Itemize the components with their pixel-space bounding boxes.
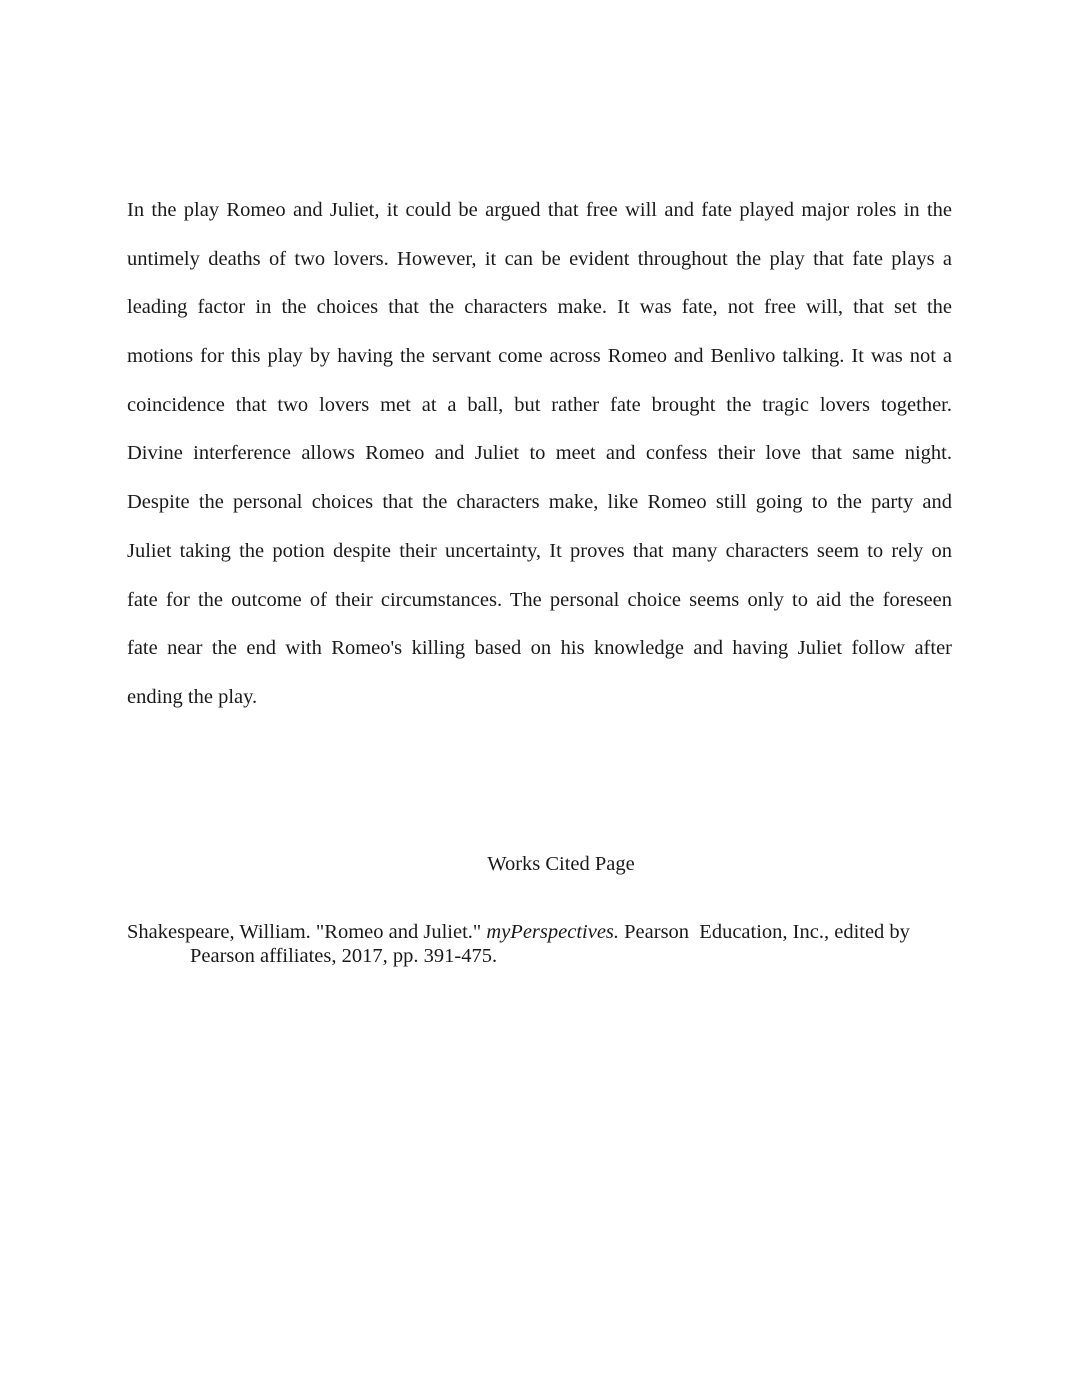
citation-author-title: Shakespeare, William. "Romeo and Juliet." [127,921,487,943]
citation-line-2: Pearson affiliates, 2017, pp. 391-475. [190,945,498,967]
essay-line-9: fate for the outcome of their circumstances. The personal choice seems only to aid the foreseen [127,588,952,611]
essay-line-11: ending the play. [127,685,258,708]
essay-line-4: motions for this play by having the servant come across Romeo and Benlivo talking. It was not a [127,345,952,368]
essay-line-2: untimely deaths of two lovers. However, it can be evident throughout the play that fate plays a [127,247,952,270]
citation-publisher: Pearson Education, Inc., edited by [619,921,910,943]
citation-source: myPerspectives. [486,921,620,943]
essay-line-3: leading factor in the choices that the characters make. It was fate, not free will, that set the [127,296,952,319]
essay-line-7: Despite the personal choices that the characters make, like Romeo still going to the party and [127,491,952,514]
essay-line-1: In the play Romeo and Juliet, it could be argued that free will and fate played major roles in the [127,199,952,221]
citation-line-1 [127,920,947,944]
essay-line-5: coincidence that two lovers met at a ball, but rather fate brought the tragic lovers together. [127,393,952,416]
works-cited-heading: Works Cited Page [487,853,635,875]
essay-paragraph [127,188,952,724]
works-cited-entry [127,920,947,968]
essay-line-10: fate near the end with Romeo's killing based on his knowledge and having Juliet follow after [127,637,952,660]
essay-line-6: Divine interference allows Romeo and Juliet to meet and confess their love that same night. [127,442,952,465]
essay-line-8: Juliet taking the potion despite their uncertainty, It proves that many characters seem to rely on [127,539,952,562]
